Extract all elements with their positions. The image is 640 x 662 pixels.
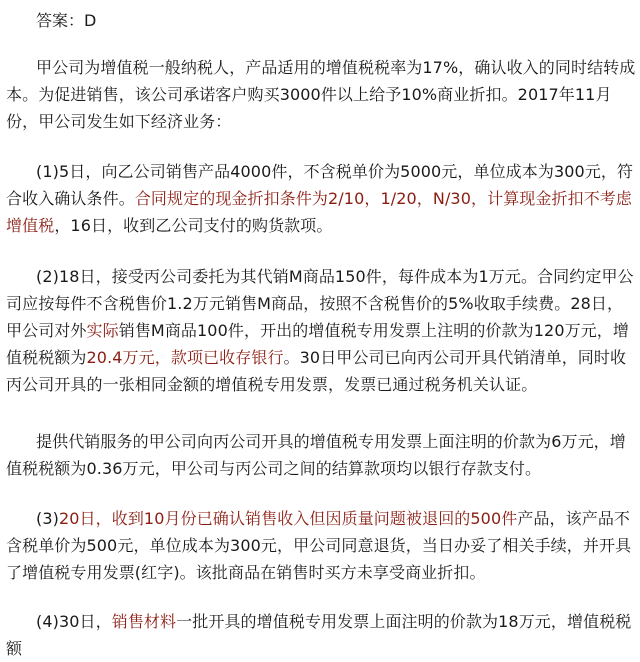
text-run: ，16日，收到乙公司支付的购货款项。 (54, 216, 333, 235)
paragraph-item-4 (6, 608, 638, 662)
highlighted-text: 合同规定的现金折扣条件为2/10，1/20，N/30，计算现金折扣不考虑增值税 (6, 189, 632, 235)
highlighted-text: 20.4万元，款项已收存银行 (86, 348, 284, 367)
text-run: 。30日甲公司已向丙公司开具代销清单，同时收丙公司开具的一张相同金额的增值税专用发票，发票已通过税务机关认证。 (6, 348, 627, 394)
highlighted-text: 实际 (86, 321, 119, 340)
paragraph-item-3 (6, 505, 638, 586)
text-run: (4)30日， (36, 612, 112, 631)
highlighted-text: 销售材料 (111, 612, 177, 631)
text-run: 产品，该产品不含税单价为500元，单位成本为300元，甲公司同意退货，当日办妥了相关手续，并开具了增值税专用发票(红字)。该批商品在销售时买方未享受商业折扣。 (6, 509, 632, 582)
paragraph-service (6, 428, 638, 482)
text-run: 甲公司为增值税一般纳税人，产品适用的增值税税率为17%，确认收入的同时结转成本。为促进销售，该公司承诺客户购买3000件以上给予10%商业折扣。2017年11月份，甲公司发生如下经济业务： (6, 58, 636, 131)
paragraph-item-1 (6, 158, 638, 239)
paragraph-intro (6, 54, 638, 135)
highlighted-text: 20日，收到10月份已确认销售收入但因质量问题被退回的500件 (58, 509, 518, 528)
paragraph-item-2 (6, 263, 638, 398)
text-run: (3) (36, 509, 59, 528)
text-run: 提供代销服务的甲公司向丙公司开具的增值税专用发票上面注明的价款为6万元，增值税税额为0.36万元，甲公司与丙公司之间的结算款项均以银行存款支付。 (6, 432, 626, 478)
text-run: (2)18日，接受丙公司委托为其代销M商品150件，每件成本为1万元。合同约定甲公司应按每件不含税售价1.2万元销售M商品，按照不含税售价的5%收取手续费。28日，甲公司对外 (6, 267, 634, 340)
text-run: 一批开具的增值税专用发票上面注明的价款为18万元，增值税税额 (6, 612, 632, 658)
answer-line: 答案：D (36, 11, 97, 30)
text-run: (1)5日，向乙公司销售产品4000件，不含税单价为5000元，单位成本为300元，符合收入确认条件。 (6, 162, 634, 208)
text-run: 销售M商品100件，开出的增值税专用发票上注明的价款为120万元，增值税税额为 (6, 321, 630, 367)
